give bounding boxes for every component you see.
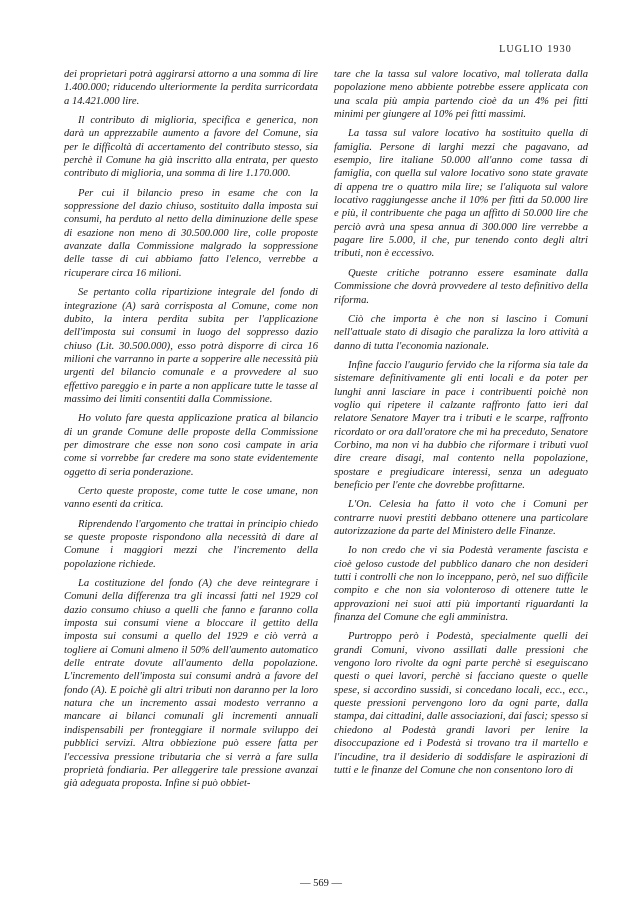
- left-text-column: [64, 68, 318, 797]
- paragraph: dei proprietari potrà aggirarsi attorno a una somma di lire 1.400.000; riducendo ulteriormente la perdita surricordata a 14.421.000 lire.: [64, 69, 318, 107]
- paragraph: tare che la tassa sul valore locativo, mal tollerata dalla popolazione meno abbiente potrebbe essere applicata con una scala più ampia partendo cioè da un 4% pei fitti minimi per giungere al 10% pei fitti massimi.: [334, 69, 588, 121]
- paragraph: Certo queste proposte, come tutte le cose umane, non vanno esenti da critica.: [64, 485, 318, 511]
- paragraph: Infine faccio l'augurio fervido che la riforma sia tale da sistemare definitivamente gli enti locali e da poter per lunghi anni lasciare in pace i contribuenti poichè non voglio qui ripetere il calzante raffronto fatto ieri dal relatore Senatore Mayer tra i tributi e le scarpe, raffronto ricordato or ora dall'oratore che mi ha preceduto, Senatore Corbino, ma non vi ha dubbio che riformare i tributi vuol dire creare disagi, mal contento nella popolazione, spostare e pregiudicare interessi, senza un adeguato beneficio per l'ente che dovrebbe profittarne.: [334, 359, 588, 491]
- right-text-column: [334, 68, 588, 783]
- paragraph: Il contributo di miglioria, specifica e generica, non darà un apprezzabile aumento a favore del Comune, sia per le difficoltà di accertamento del contributo stesso, sia perchè il Comune ha già inscritto alla entrata, per questo contributo di miglioria, una somma di lire 1.170.000.: [64, 115, 318, 180]
- paragraph: Io non credo che vi sia Podestà veramente fascista e cioè geloso custode del pubblico danaro che non desideri tutti i controlli che non lo inceppano, però, nel suo difficile compito e che non sia volonteroso di ottenere tutte le approvazioni nei suoi atti più importanti riguardanti la finanza del Comune che egli amministra.: [334, 545, 588, 624]
- paragraph: La tassa sul valore locativo ha sostituito quella di famiglia. Persone di larghi mezzi che pagavano, ad esempio, lire italiane 50.000 all'anno come tassa di famiglia, con quella sul valore locativo sono state gravate di appena tre o quattro mila lire; se l'aliquota sul valore locativo raggiungesse anche il 10% per fitti da 50.000 lire e più, il contribuente che paga un affitto di 50.000 lire che perciò avrà una spesa annua di 300.000 lire verrebbe a pagare lire 5.000, il che, pur tenendo conto degli altri tributi, non è eccessivo.: [334, 128, 588, 260]
- paragraph: Per cui il bilancio preso in esame che con la soppressione del dazio chiuso, sostituito dalla imposta sui consumi, ha perduto al netto della diminuzione delle spese di esazione non meno di 30.500.000 lire, colle proposte avanzate dalla Commissione malgrado la soppressione delle tasse di cui abbiamo fatto l'elenco, verrebbe a ricuperare circa 16 milioni.: [64, 187, 318, 279]
- paragraph: La costituzione del fondo (A) che deve reintegrare i Comuni della differenza tra gli incassi fatti nel 1929 col dazio consumo chiuso a quelli che fanno e faranno colla imposta sui consumi viene a bloccare il gettito della imposta sui consumi a quello del 1929 e ciò verrà a togliere ai Comuni almeno il 50% dell'aumento automatico delle entrate dovute all'aumento della popolazione. L'incremento dell'imposta sui consumi andrà a favore del fondo (A). E poichè gli altri tributi non daranno per la loro natura che un incremento assai modesto verranno a mancare ai bilanci comunali gli incrementi annuali indispensabili per fronteggiare il normale sviluppo dei pubblici servizi. Altra obbiezione può essere fatta per l'eccessiva pressione tributaria che si verrà a fare sulla proprietà fondiaria. Per alleggerire tale pressione avanzai già adeguata proposta. Infine si può obbiet-: [64, 578, 318, 790]
- paragraph: Queste critiche potranno essere esaminate dalla Commissione che dovrà provvedere al testo definitivo della riforma.: [334, 267, 588, 306]
- page-number: — 569 —: [300, 878, 342, 889]
- paragraph: L'On. Celesia ha fatto il voto che i Comuni per contrarre nuovi prestiti debbano ottenere una particolare autorizzazione da parte del Ministero delle Finanze.: [334, 499, 588, 537]
- paragraph: Purtroppo però i Podestà, specialmente quelli dei grandi Comuni, vivono assillati dalle pressioni che vengono loro rivolte da ogni parte perchè si eseguiscano questi o quei lavori, perchè si facciano queste o quelle spese, si accordino sussidi, si concedano locali, ecc., ecc., queste pressioni pervengono loro da ogni parte, dalla stampa, dai cittadini, dalle associazioni, dai fasci; spesso si chiedono al Podestà grandi lavori per lenire la disoccupazione ed i Podestà si trovano tra il martello e l'incudine, tra il desiderio di soddisfare le aspirazioni di tutti e le finanze del Comune che non consentono loro di: [334, 631, 588, 776]
- paragraph: Ho voluto fare questa applicazione pratica al bilancio di un grande Comune delle proposte della Commissione per dimostrare che esse non sono così campate in aria come si vorrebbe far credere ma sono state evidentemente oggetto di seria ponderazione.: [64, 413, 318, 478]
- paragraph: Riprendendo l'argomento che trattai in principio chiedo se queste proposte rispondono alla necessità di dare al Comune i maggiori mezzi che l'incremento della popolazione richiede.: [64, 518, 318, 570]
- running-header: LUGLIO 1930: [499, 44, 572, 55]
- paragraph: Se pertanto colla ripartizione integrale del fondo di integrazione (A) sarà corrisposta al Comune, come non dubito, la intera perdita subita per l'applicazione dell'imposta sui consumi in luogo del soppresso dazio chiuso (Lit. 30.500.000), esso potrà disporre di circa 16 milioni che varranno in parte a sopperire alle necessità più urgenti del bilancio comunale e a provvedere al suo effettivo pareggio e in parte a non applicare tutte le tasse al massimo dei limiti consentiti dalla Commissione.: [64, 287, 318, 405]
- paragraph: Ciò che importa è che non si lascino i Comuni nell'attuale stato di disagio che paralizza la loro attività a danno di tutta l'economia nazionale.: [334, 313, 588, 352]
